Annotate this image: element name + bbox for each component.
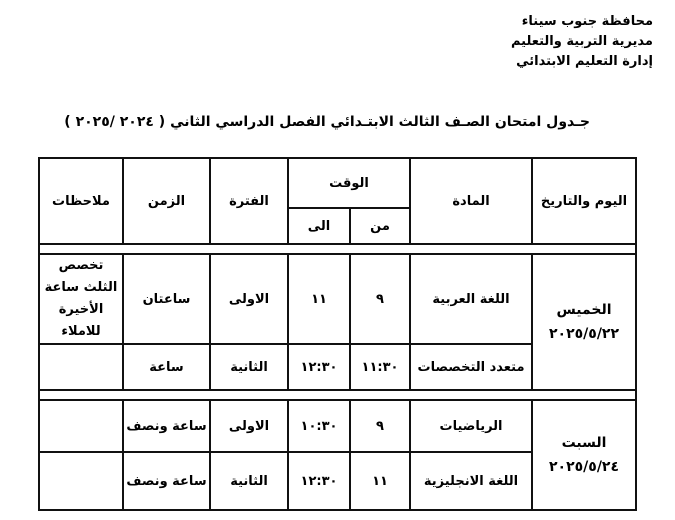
administration-name: إدارة التعليم الابتدائي <box>516 54 653 69</box>
period-cell: الاولى <box>210 400 288 452</box>
period-cell: الثانية <box>210 344 288 390</box>
time-to-cell: ١٢:٣٠ <box>288 452 350 510</box>
header-notes: ملاحظات <box>39 158 123 244</box>
exam-date: ٢٠٢٥/٥/٢٤ <box>548 459 620 475</box>
day-date-cell <box>532 254 636 390</box>
duration-cell: ساعتان <box>123 254 210 344</box>
duration-cell: ساعة <box>123 344 210 390</box>
notes-cell <box>39 344 123 390</box>
time-to-cell: ١٠:٣٠ <box>288 400 350 452</box>
time-from-cell: ١١ <box>350 452 410 510</box>
duration-cell: ساعة ونصف <box>123 400 210 452</box>
issuing-authority <box>511 12 653 72</box>
notes-cell <box>39 400 123 452</box>
table-row <box>39 254 636 344</box>
spacer-row <box>39 390 636 400</box>
header-time-from: من <box>350 208 410 244</box>
header-duration: الزمن <box>123 158 210 244</box>
notes-cell <box>39 452 123 510</box>
header-day-date: اليوم والتاريخ <box>532 158 636 244</box>
period-cell: الثانية <box>210 452 288 510</box>
subject-cell: متعدد التخصصات <box>410 344 532 390</box>
duration-cell: ساعة ونصف <box>123 452 210 510</box>
governorate-name: محافظة جنوب سيناء <box>521 14 653 29</box>
subject-cell: اللغة الانجليزية <box>410 452 532 510</box>
day-name: السبت <box>561 435 607 451</box>
time-from-cell: ٩ <box>350 400 410 452</box>
day-date-cell <box>532 400 636 510</box>
time-from-cell: ٩ <box>350 254 410 344</box>
time-from-cell: ١١:٣٠ <box>350 344 410 390</box>
period-cell: الاولى <box>210 254 288 344</box>
header-subject: المادة <box>410 158 532 244</box>
header-time-to: الى <box>288 208 350 244</box>
header-period: الفترة <box>210 158 288 244</box>
table-row <box>39 400 636 452</box>
time-to-cell: ١١ <box>288 254 350 344</box>
header-row <box>39 158 636 208</box>
subject-cell: الرياضيات <box>410 400 532 452</box>
document-title: جـدول امتحان الصـف الثالث الابتـدائي الفصل الدراسي الثاني ( ٢٠٢٤ /٢٠٢٥ ) <box>64 114 590 130</box>
exam-date: ٢٠٢٥/٥/٢٢ <box>548 326 620 342</box>
header-time: الوقت <box>288 158 410 208</box>
spacer-row <box>39 244 636 254</box>
day-name: الخميس <box>556 302 612 318</box>
time-to-cell: ١٢:٣٠ <box>288 344 350 390</box>
subject-cell: اللغة العربية <box>410 254 532 344</box>
exam-schedule-table <box>38 157 637 511</box>
notes-cell: تخصص الثلث ساعة الأخيرة للاملاء <box>39 254 123 344</box>
directorate-name: مديرية التربية والتعليم <box>510 34 653 49</box>
